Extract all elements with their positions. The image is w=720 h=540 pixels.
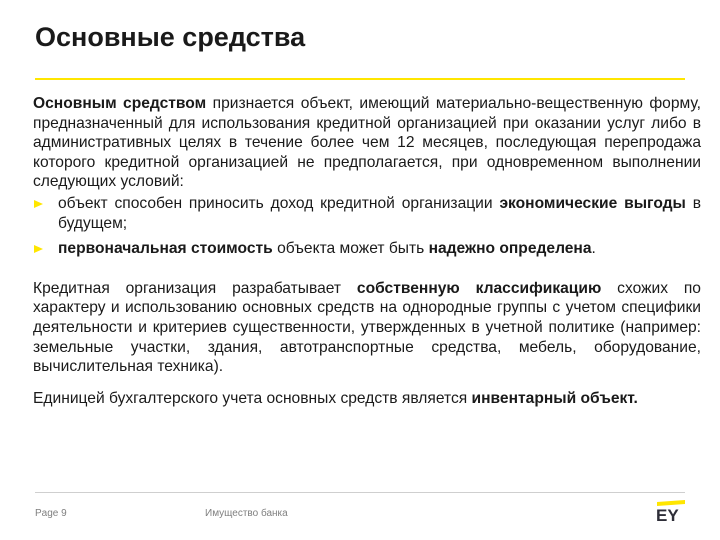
page-number: Page 9 xyxy=(35,508,67,519)
bullet-text: объекта может быть xyxy=(272,240,429,258)
bullet-arrow-icon xyxy=(34,245,43,253)
conditions-list xyxy=(33,194,701,259)
bullet-tail: . xyxy=(591,240,596,258)
paragraph-text: Единицей бухгалтерского учета основных средств является xyxy=(33,389,472,407)
bullet-tail: в будущем; xyxy=(58,194,701,232)
document-title: Имущество банка xyxy=(205,508,288,519)
logo-text: EY xyxy=(656,506,679,522)
ey-logo xyxy=(654,500,686,522)
bullet-text: объект способен приносить доход кредитной организации xyxy=(58,194,500,212)
bullet-arrow-icon xyxy=(34,200,43,208)
footer-divider xyxy=(35,492,685,493)
paragraph-text: схожих по характеру и использованию основных средств на однородные группы с учетом специфики деятельности и критериев существенности, утвержденных в учетной политике (например: земельные участки, здания, автотранспортные средства, мебель, оборудование, вычислительная техника). xyxy=(33,279,701,376)
slide-title: Основные средства xyxy=(35,22,306,52)
paragraph-emphasis: собственную классификацию xyxy=(356,279,602,297)
classification-paragraph xyxy=(33,279,701,377)
list-item xyxy=(33,194,701,233)
intro-term: Основным средством xyxy=(33,95,207,112)
paragraph-emphasis: инвентарный объект. xyxy=(471,389,638,407)
accounting-unit-paragraph xyxy=(33,389,701,409)
paragraph-text: Кредитная организация разрабатывает xyxy=(33,279,357,297)
intro-paragraph xyxy=(33,94,701,192)
list-item xyxy=(33,239,701,259)
bullet-emphasis: экономические выгоды xyxy=(499,194,686,212)
bullet-emphasis: первоначальная стоимость xyxy=(58,240,273,258)
slide-body xyxy=(33,94,701,408)
title-underline xyxy=(35,78,685,80)
bullet-emphasis: надежно определена xyxy=(428,240,592,258)
intro-text: признается объект, имеющий материально-вещественную форму, предназначенный для использования кредитной организацией при оказании услуг либо в административных целях в течение более чем 12 месяцев, последующая перепродажа которого кредитной организацией не предполагается, при одновременном выполнении следующих условий: xyxy=(33,95,701,191)
